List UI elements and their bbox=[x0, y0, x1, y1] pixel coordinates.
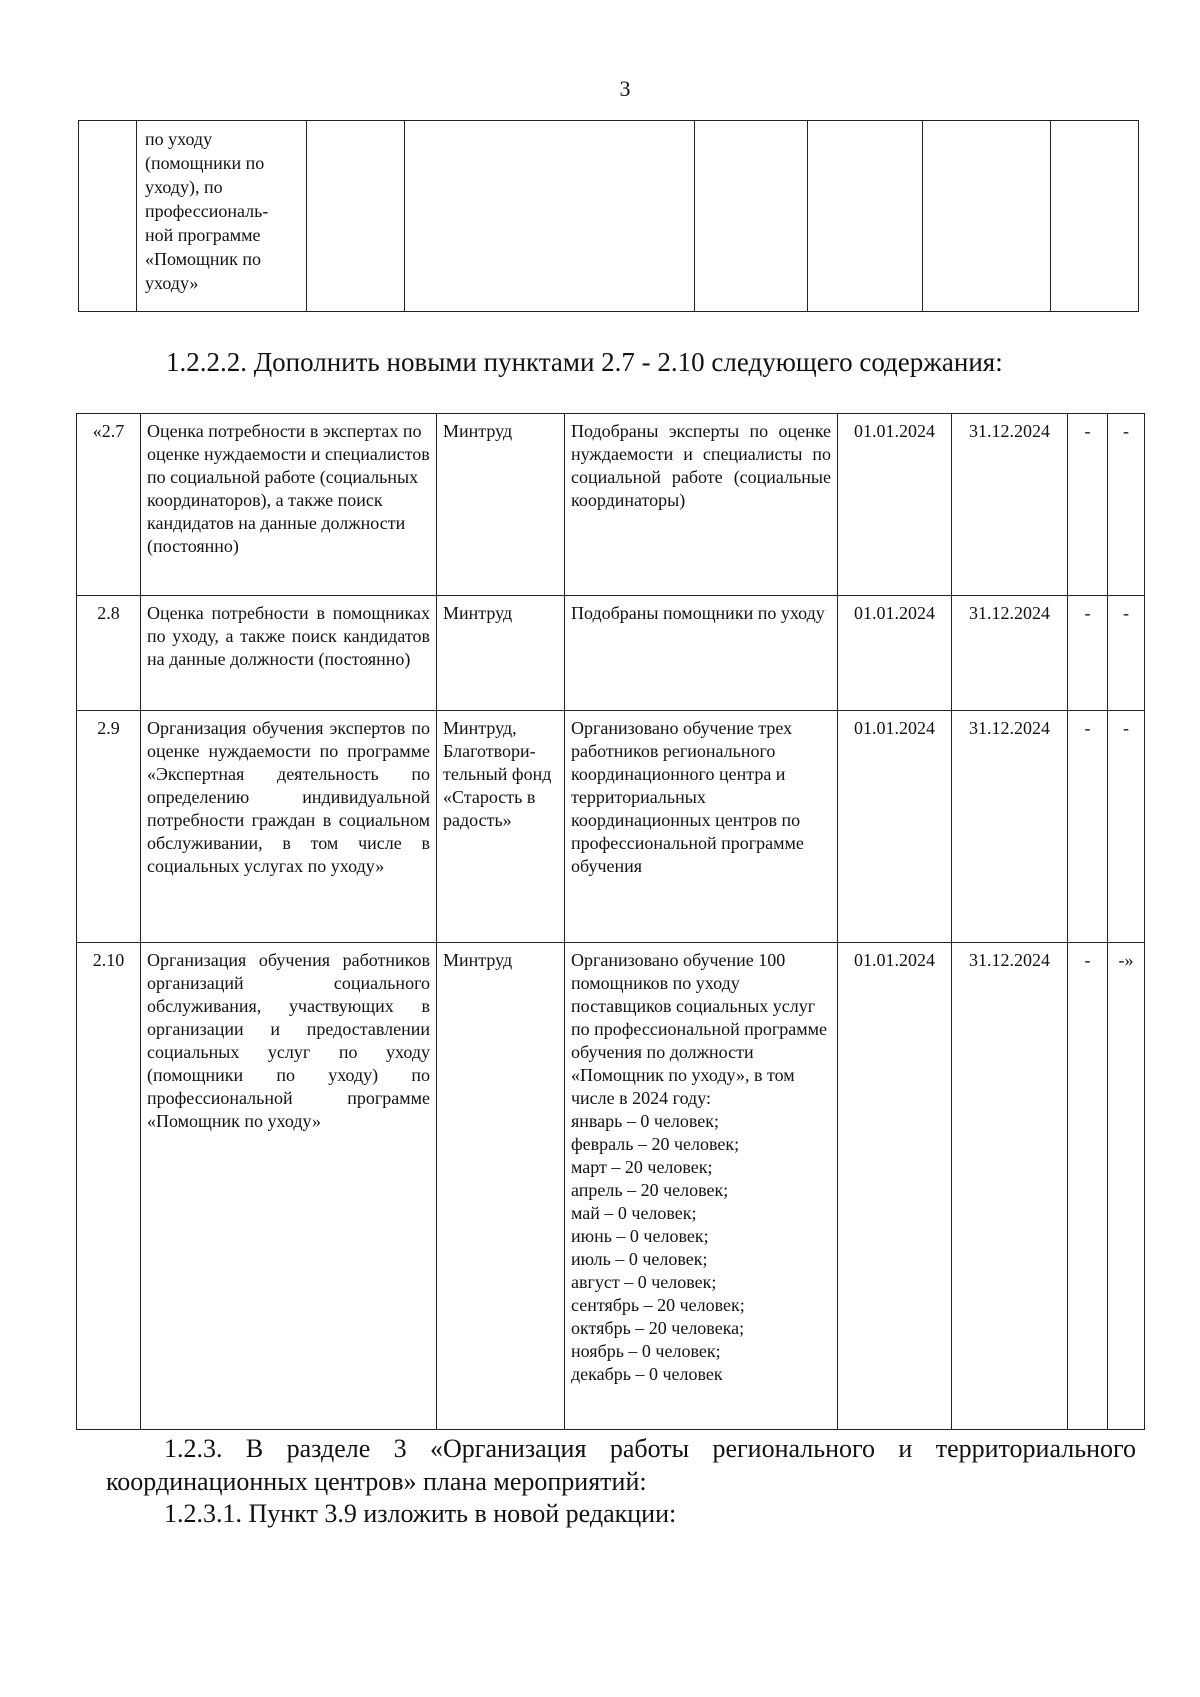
continuation-table bbox=[78, 120, 1139, 312]
list-item: апрель – 20 человек; bbox=[571, 1180, 729, 1200]
start-date: 01.01.2024 bbox=[838, 711, 952, 943]
column-8-value: - bbox=[1108, 596, 1145, 711]
executor: Минтруд, Благотвори-тельный фонд «Старость в радость» bbox=[437, 711, 565, 943]
measure-name: Оценка потребности в помощниках по уходу, а также поиск кандидатов на данные должности (постоянно) bbox=[141, 596, 437, 711]
column-8-value: - bbox=[1108, 711, 1145, 943]
table-row bbox=[77, 943, 1145, 1430]
cell-empty bbox=[808, 121, 923, 312]
list-item: февраль – 20 человек; bbox=[571, 1134, 740, 1154]
column-8-value: - bbox=[1108, 414, 1145, 596]
table-row bbox=[79, 121, 1139, 312]
list-item: декабрь – 0 человек bbox=[571, 1364, 723, 1384]
list-item: ноябрь – 0 человек; bbox=[571, 1341, 721, 1361]
list-item: сентябрь – 20 человек; bbox=[571, 1295, 745, 1315]
table-row bbox=[77, 596, 1145, 711]
list-item: июнь – 0 человек; bbox=[571, 1226, 709, 1246]
row-number: «2.7 bbox=[77, 414, 141, 596]
expected-result: Организовано обучение трех работников регионального координационного центра и территориальных координационных центров по профессиональной программе обучения bbox=[565, 711, 838, 943]
start-date: 01.01.2024 bbox=[838, 943, 952, 1430]
cell-name: по уходу (помощники по уходу), по профессиональ- ной программе «Помощник по уходу» bbox=[137, 121, 307, 312]
cell-empty bbox=[695, 121, 808, 312]
table-row bbox=[77, 414, 1145, 596]
column-7-value: - bbox=[1068, 596, 1108, 711]
table-row bbox=[77, 711, 1145, 943]
cell-empty bbox=[1051, 121, 1139, 312]
cell-empty bbox=[307, 121, 405, 312]
end-date: 31.12.2024 bbox=[952, 711, 1068, 943]
column-7-value: - bbox=[1068, 414, 1108, 596]
row-number: 2.8 bbox=[77, 596, 141, 711]
list-item: май – 0 человек; bbox=[571, 1203, 697, 1223]
paragraph-section-3 bbox=[106, 1432, 1136, 1498]
cell-num bbox=[79, 121, 137, 312]
page-number: 3 bbox=[619, 76, 631, 101]
column-7-value: - bbox=[1068, 711, 1108, 943]
row-number: 2.10 bbox=[77, 943, 141, 1430]
list-item: август – 0 человек; bbox=[571, 1272, 717, 1292]
executor: Минтруд bbox=[437, 943, 565, 1430]
expected-result: Подобраны эксперты по оценке нуждаемости и специалисты по социальной работе (социальные координаторы) bbox=[565, 414, 838, 596]
list-item: январь – 0 человек; bbox=[571, 1111, 720, 1131]
list-item: март – 20 человек; bbox=[571, 1157, 713, 1177]
measure-name: Организация обучения экспертов по оценке нуждаемости по программе «Экспертная деятельность по определению индивидуальной потребности граждан в социальном обслуживании, в том числе в социальных услугах по уходу» bbox=[141, 711, 437, 943]
cell-empty bbox=[405, 121, 695, 312]
result-intro: Организовано обучение 100 помощников по уходу поставщиков социальных услуг по профессиональной программе обучения по должности «Помощник по уходу», в том числе в 2024 году: bbox=[571, 950, 827, 1108]
end-date: 31.12.2024 bbox=[952, 414, 1068, 596]
measure-name: Оценка потребности в экспертах по оценке нуждаемости и специалистов по социальной работе (социальных координаторов), а также поиск кандидатов на данные должности (постоянно) bbox=[141, 414, 437, 596]
executor: Минтруд bbox=[437, 414, 565, 596]
end-date: 31.12.2024 bbox=[952, 943, 1068, 1430]
expected-result: Подобраны помощники по уходу bbox=[565, 596, 838, 711]
column-7-value: - bbox=[1068, 943, 1108, 1430]
paragraph-line: 1.2.3. В разделе 3 «Организация работы регионального и территориального bbox=[164, 1434, 1136, 1463]
month-list bbox=[571, 1110, 831, 1386]
start-date: 01.01.2024 bbox=[838, 596, 952, 711]
expected-result bbox=[565, 943, 838, 1430]
start-date: 01.01.2024 bbox=[838, 414, 952, 596]
end-date: 31.12.2024 bbox=[952, 596, 1068, 711]
section-heading: 1.2.2.2. Дополнить новыми пунктами 2.7 - 2.10 следующего содержания: bbox=[166, 347, 1003, 377]
column-8-value: -» bbox=[1108, 943, 1145, 1430]
paragraph-line: координационных центров» плана мероприятий: bbox=[106, 1467, 647, 1496]
cell-empty bbox=[923, 121, 1051, 312]
measures-table bbox=[76, 413, 1145, 1430]
executor: Минтруд bbox=[437, 596, 565, 711]
list-item: октябрь – 20 человека; bbox=[571, 1318, 745, 1338]
row-number: 2.9 bbox=[77, 711, 141, 943]
measure-name: Организация обучения работников организаций социального обслуживания, участвующих в организации и предоставлении социальных услуг по уходу (помощники по уходу) по профессиональной программе «Помощник по уходу» bbox=[141, 943, 437, 1430]
list-item: июль – 0 человек; bbox=[571, 1249, 708, 1269]
paragraph-item-3-9: 1.2.3.1. Пункт 3.9 изложить в новой редакции: bbox=[164, 1499, 677, 1528]
